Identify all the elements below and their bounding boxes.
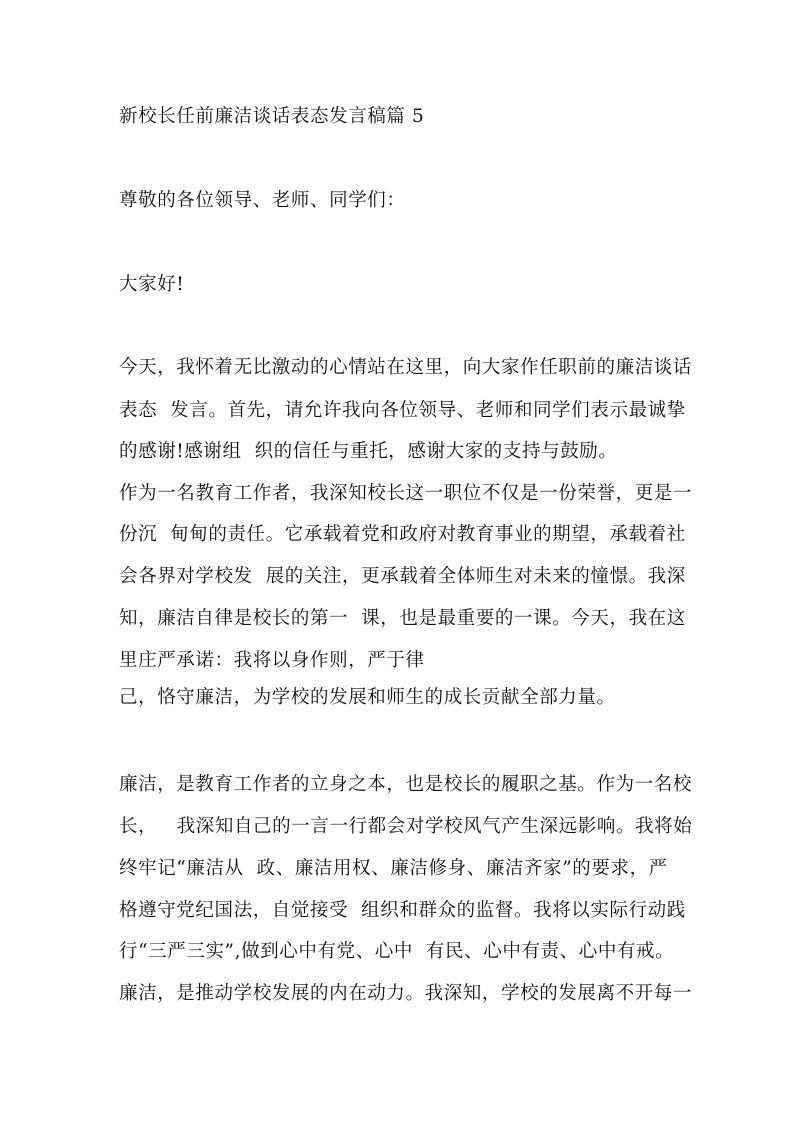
greeting: 大家好!: [119, 274, 185, 295]
body-line: 廉洁，是教育工作者的立身之本，也是校长的履职之基。作为一名校: [119, 774, 693, 795]
body-line: 知，廉洁自律是校长的第一 课，也是最重要的一课。今天，我在这: [119, 608, 686, 629]
body-line: 己，恪守廉洁，为学校的发展和师生的成长贡献全部力量。: [119, 687, 616, 708]
body-line: 终牢记“廉洁从 政、廉洁用权、廉洁修身、廉洁齐家”的要求，严: [119, 858, 668, 879]
document-title: 新校长任前廉洁谈话表态发言稿篇 5: [119, 106, 425, 127]
salutation: 尊敬的各位领导、老师、同学们：: [119, 190, 406, 211]
body-line: 长， 我深知自己的一言一行都会对学校风气产生深远影响。我将始: [119, 816, 693, 837]
body-line: 行“三严三实”,做到心中有党、心中 有民、心中有责、心中有戒。: [119, 941, 675, 962]
body-line: 廉洁，是推动学校发展的内在动力。我深知，学校的发展离不开每一: [119, 983, 693, 1004]
body-line: 今天，我怀着无比激动的心情站在这里，向大家作任职前的廉洁谈话: [119, 357, 693, 378]
body-line: 格遵守党纪国法，自觉接受 组织和群众的监督。我将以实际行动践: [119, 900, 686, 921]
body-line: 里庄严承诺：我将以身作则，严于律: [119, 650, 425, 671]
body-line: 份沉 甸甸的责任。它承载着党和政府对教育事业的期望，承载着社: [119, 524, 686, 545]
body-line: 作为一名教育工作者，我深知校长这一职位不仅是一份荣誉，更是一: [119, 483, 693, 504]
body-line: 表态 发言。首先，请允许我向各位领导、老师和同学们表示最诚挚: [119, 400, 686, 421]
body-line: 会各界对学校发 展的关注，更承载着全体师生对未来的憧憬。我深: [119, 566, 686, 587]
body-line: 的感谢!感谢组 织的信任与重托，感谢大家的支持与鼓励。: [119, 441, 618, 462]
